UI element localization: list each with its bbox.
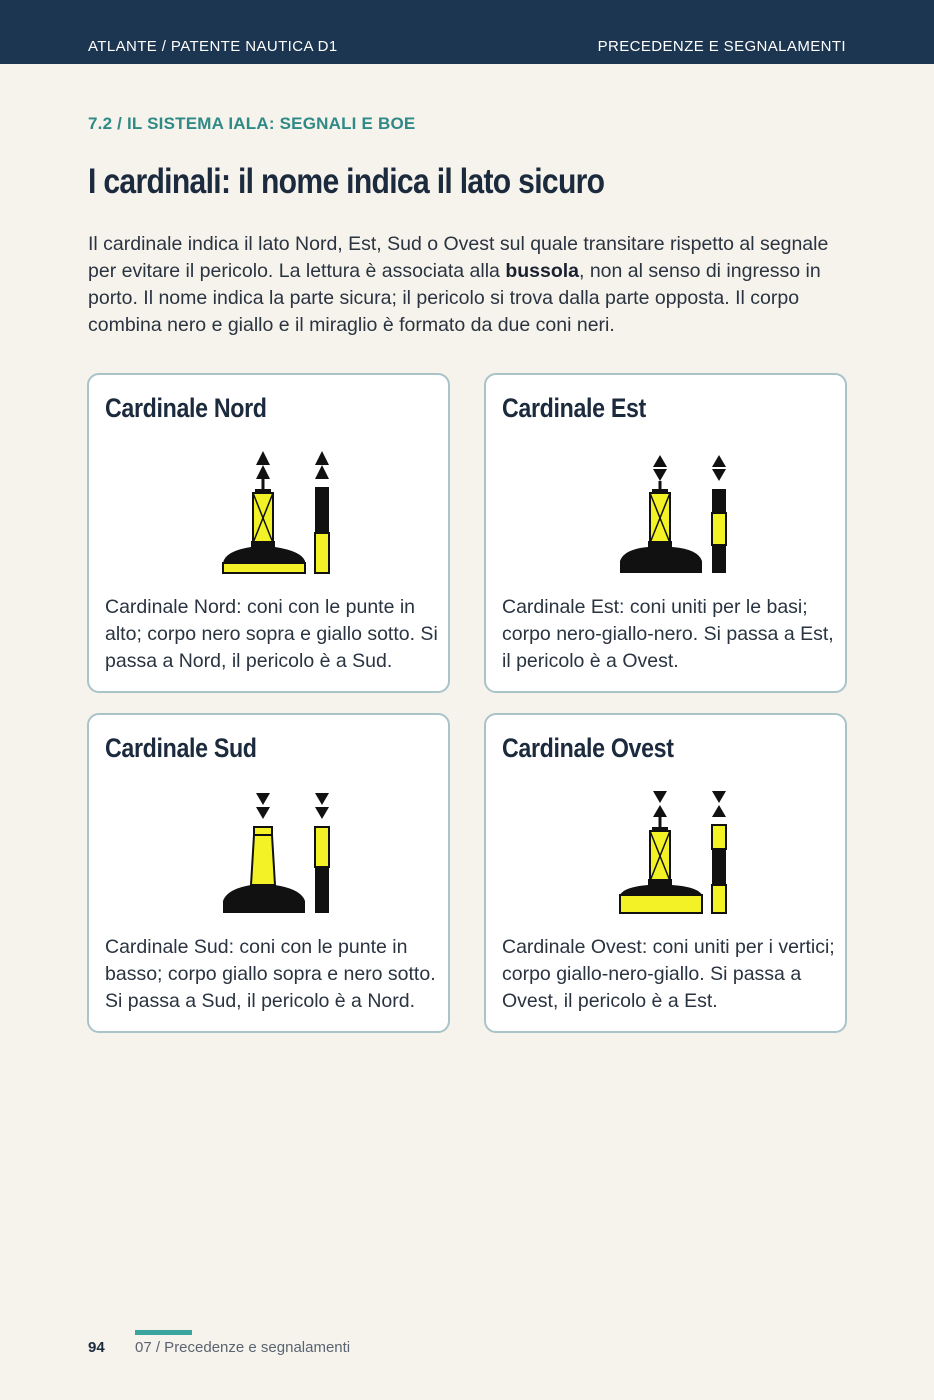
footer-chapter: 07 / Precedenze e segnalamenti xyxy=(135,1339,351,1356)
south-cardinal-buoy-icon xyxy=(201,785,341,917)
card-description: Cardinale Est: coni uniti per le basi; corpo nero-giallo-nero. Si passa a Est, il pericolo è a Ovest. xyxy=(502,596,834,672)
section-label: 7.2 / IL SISTEMA IALA: SEGNALI E BOE xyxy=(88,114,416,133)
card-description: Cardinale Nord: coni con le punte in alto; corpo nero sopra e giallo sotto. Si passa a Nord, il pericolo è a Sud. xyxy=(105,596,438,672)
card-description: Cardinale Sud: coni con le punte in basso; corpo giallo sopra e nero sotto. Si passa a Sud, il pericolo è a Nord. xyxy=(105,936,436,1012)
intro-text-end: , non al senso di ingresso in porto. Il nome indica la parte sicura; il pericolo si trova dalla parte opposta. Il corpo combina nero e giallo e il miraglio è formato da due coni neri. xyxy=(88,260,821,336)
intro-paragraph xyxy=(88,231,858,339)
header-chapter-title: PRECEDENZE E SEGNALAMENTI xyxy=(597,38,846,55)
intro-bold-term: bussola xyxy=(505,260,579,282)
header-book-title: ATLANTE / PATENTE NAUTICA D1 xyxy=(88,38,338,55)
running-header xyxy=(0,0,934,64)
west-cardinal-buoy-icon xyxy=(598,785,738,917)
card-title: Cardinale Sud xyxy=(105,733,257,763)
footer-accent-bar xyxy=(135,1330,192,1335)
card-cardinale-sud xyxy=(87,713,450,1033)
card-cardinale-ovest xyxy=(484,713,847,1033)
card-title: Cardinale Nord xyxy=(105,393,267,423)
card-cardinale-est xyxy=(484,373,847,693)
page-number: 94 xyxy=(88,1339,105,1356)
page-title: I cardinali: il nome indica il lato sicuro xyxy=(88,162,605,201)
card-title: Cardinale Ovest xyxy=(502,733,674,763)
card-cardinale-nord xyxy=(87,373,450,693)
north-cardinal-buoy-icon xyxy=(201,445,341,577)
card-title: Cardinale Est xyxy=(502,393,646,423)
intro-text-start: Il cardinale indica il lato Nord, Est, Sud o Ovest sul quale transitare rispetto al segnale per evitare il pericolo. La lettura è associata alla xyxy=(88,233,829,282)
east-cardinal-buoy-icon xyxy=(598,445,738,577)
card-description: Cardinale Ovest: coni uniti per i vertici; corpo giallo-nero-giallo. Si passa a Ovest, il pericolo è a Est. xyxy=(502,936,835,1012)
